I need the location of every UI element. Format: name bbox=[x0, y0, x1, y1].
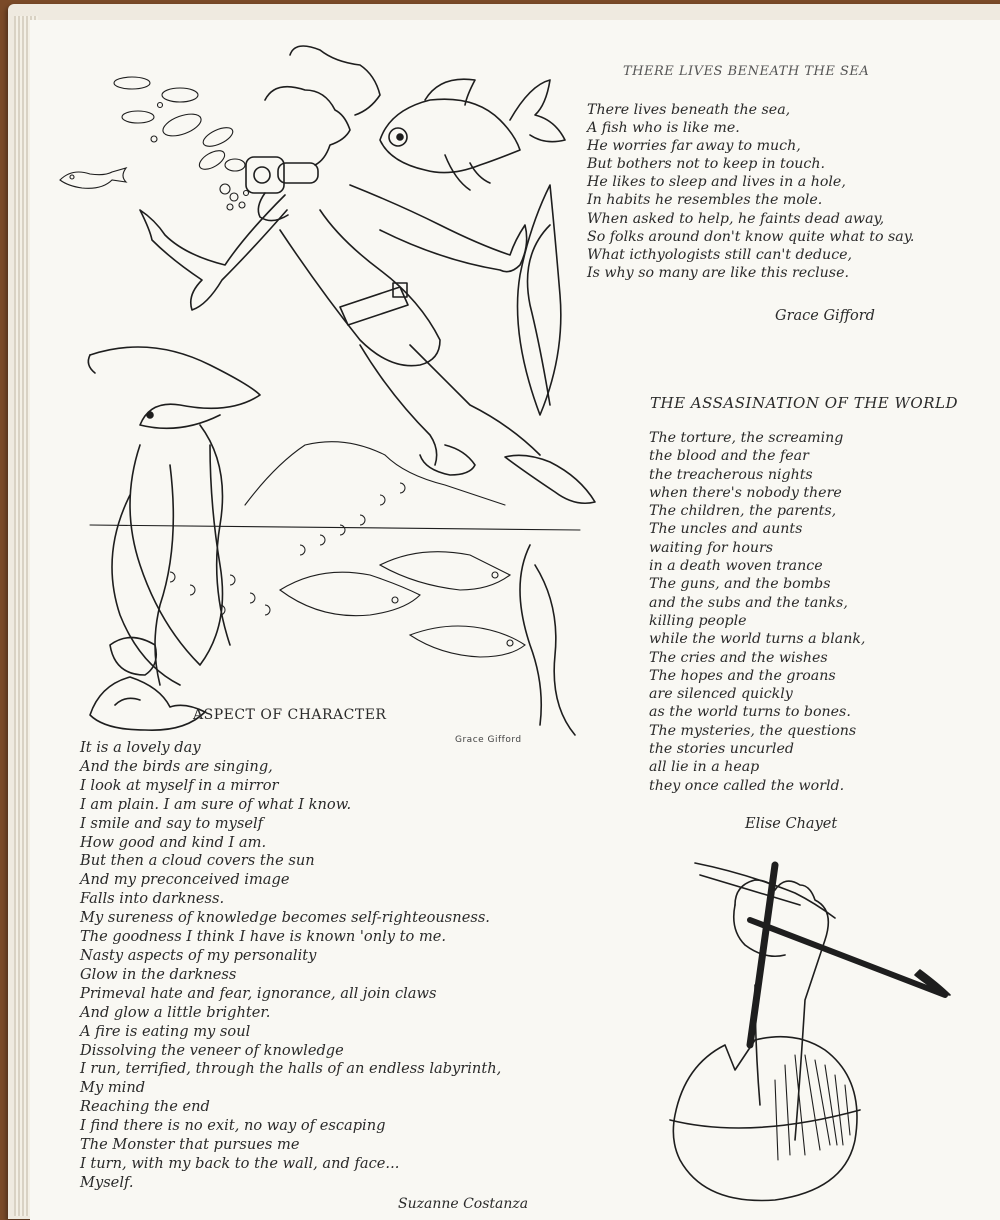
poem-line: He worries far away to much, bbox=[587, 138, 801, 155]
poem-line: the treacherous nights bbox=[649, 466, 813, 483]
poem-line: But bothers not to keep in touch. bbox=[587, 156, 825, 173]
poem-line: But then a cloud covers the sun bbox=[80, 852, 315, 870]
poem-line: The goodness I think I have is known 'only to me. bbox=[80, 928, 447, 946]
poem-line: I am plain. I am sure of what I know. bbox=[80, 795, 352, 813]
poem-line: It is a lovely day bbox=[80, 739, 201, 756]
fish-school bbox=[280, 552, 525, 657]
poem-body-aspect bbox=[80, 739, 501, 1193]
poem-line: when there's nobody there bbox=[649, 484, 842, 501]
diver-illustration bbox=[50, 45, 610, 735]
poem-line: all lie in a heap bbox=[649, 759, 760, 776]
poem-line: I smile and say to myself bbox=[80, 814, 264, 832]
diver bbox=[140, 46, 595, 503]
poem-line: Dissolving the veneer of knowledge bbox=[80, 1041, 344, 1059]
poem-author-aspect: Suzanne Costanza bbox=[398, 1196, 529, 1212]
poem-line: Primeval hate and fear, ignorance, all join claws bbox=[80, 984, 437, 1002]
poem-line: The cries and the wishes bbox=[649, 649, 828, 666]
poem-line: My mind bbox=[80, 1079, 146, 1097]
poem-line: they once called the world. bbox=[649, 777, 845, 794]
poem-line: Glow in the darkness bbox=[80, 965, 237, 983]
poem-line: I turn, with my back to the wall, and face... bbox=[80, 1154, 400, 1172]
poem-title-assassination: THE ASSASINATION OF THE WORLD bbox=[650, 394, 958, 412]
poem-line: The guns, and the bombs bbox=[649, 576, 831, 593]
poem-line: The Monster that pursues me bbox=[80, 1136, 300, 1154]
poem-line: and the subs and the tanks, bbox=[649, 594, 848, 611]
poem-line: The mysteries, the questions bbox=[649, 722, 857, 739]
poem-line: Nasty aspects of my personality bbox=[80, 946, 317, 964]
poem-line: There lives beneath the sea, bbox=[587, 102, 791, 118]
poem-line: A fish who is like me. bbox=[587, 120, 740, 137]
poem-line: the blood and the fear bbox=[649, 448, 809, 465]
poem-line: In habits he resembles the mole. bbox=[587, 192, 823, 209]
poem-line: So folks around don't know quite what to say. bbox=[587, 228, 915, 245]
bubbles bbox=[114, 77, 249, 210]
poem-title-sea: THERE LIVES BENEATH THE SEA bbox=[623, 64, 870, 79]
poem-line: while the world turns a blank, bbox=[649, 631, 866, 648]
poem-line: When asked to help, he faints dead away, bbox=[587, 210, 885, 227]
egg-hatching bbox=[775, 1055, 850, 1160]
poem-body-assassination bbox=[649, 429, 865, 795]
poem-author-assassination: Elise Chayet bbox=[745, 816, 838, 832]
poem-line: waiting for hours bbox=[649, 539, 774, 556]
poem-line: killing people bbox=[649, 612, 747, 629]
poem-line: Falls into darkness. bbox=[80, 890, 225, 908]
poem-author-sea: Grace Gifford bbox=[775, 308, 875, 324]
poem-line: The torture, the screaming bbox=[649, 430, 844, 446]
poem-line: the stories uncurled bbox=[649, 741, 794, 758]
poem-line: And the birds are singing, bbox=[80, 757, 273, 775]
poem-body-sea bbox=[587, 101, 914, 282]
poem-line: The hopes and the groans bbox=[649, 667, 836, 684]
illustrator-signature: Grace Gifford bbox=[455, 735, 522, 745]
poem-line: My sureness of knowledge becomes self-righteousness. bbox=[80, 909, 490, 927]
poem-line: And my preconceived image bbox=[80, 871, 290, 889]
eel bbox=[88, 347, 260, 428]
poem-line: as the world turns to bones. bbox=[649, 704, 851, 721]
poem-line: He likes to sleep and lives in a hole, bbox=[587, 174, 846, 191]
poem-line: in a death woven trance bbox=[649, 558, 823, 575]
poem-line: I run, terrified, through the halls of an endless labyrinth, bbox=[80, 1060, 502, 1078]
poem-line: Reaching the end bbox=[80, 1098, 210, 1116]
goldfish bbox=[380, 79, 565, 190]
poem-line: are silenced quickly bbox=[649, 686, 793, 703]
poem-line: How good and kind I am. bbox=[80, 833, 267, 851]
poem-line: A fire is eating my soul bbox=[80, 1022, 251, 1040]
poem-line: The children, the parents, bbox=[649, 503, 837, 520]
poem-line: The uncles and aunts bbox=[649, 521, 803, 538]
poem-line: What icthyologists still can't deduce, bbox=[587, 246, 853, 263]
poem-title-aspect: ASPECT OF CHARACTER bbox=[193, 707, 387, 723]
poem-line: I look at myself in a mirror bbox=[80, 776, 279, 794]
poem-line: Myself. bbox=[80, 1173, 134, 1191]
hand-egg-illustration bbox=[655, 845, 955, 1205]
poem-line: I find there is no exit, no way of escaping bbox=[80, 1117, 386, 1135]
poem-line: Is why so many are like this recluse. bbox=[587, 264, 849, 281]
small-fish bbox=[60, 168, 126, 188]
poem-line: And glow a little brighter. bbox=[80, 1003, 271, 1021]
seaweed-left bbox=[112, 425, 230, 685]
